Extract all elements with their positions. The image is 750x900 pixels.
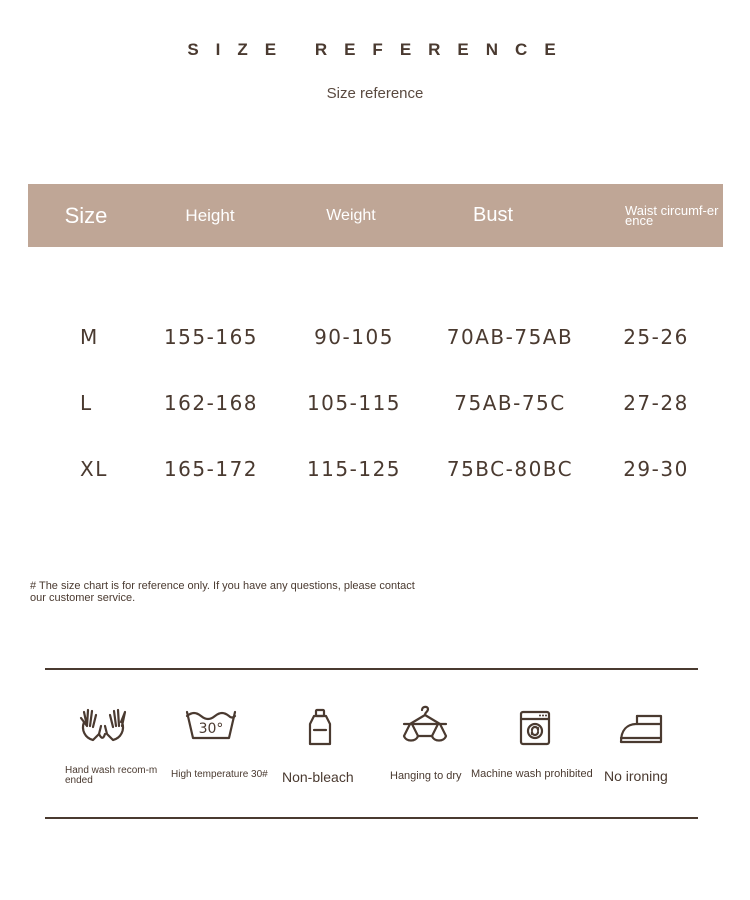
care-divider-top: [45, 668, 698, 670]
column-header-bust: Bust: [472, 204, 514, 226]
size-cell: M: [80, 325, 99, 349]
weight-cell: 115-125: [306, 457, 402, 481]
weight-cell: 105-115: [306, 391, 402, 415]
care-item-hanging-dry: [390, 700, 480, 800]
column-header-height: Height: [185, 205, 235, 225]
iron-icon: [615, 700, 671, 756]
table-row: [28, 305, 723, 371]
care-label-no-ironing: No ironing: [604, 768, 668, 784]
wash-30-icon: [183, 700, 239, 756]
size-table-body: [28, 305, 723, 503]
size-table-header: [28, 184, 723, 247]
height-cell: 162-168: [163, 391, 259, 415]
column-header-weight: Weight: [326, 206, 376, 224]
care-label-wash-30: High temperature 30#: [171, 769, 268, 780]
table-row: [28, 371, 723, 437]
hand-wash-icon: [75, 700, 131, 756]
care-label-machine-wash: Machine wash prohibited: [471, 768, 593, 780]
height-cell: 165-172: [163, 457, 259, 481]
page-subtitle: Size reference: [326, 85, 424, 102]
wash-temp-text: 30°: [198, 721, 224, 737]
waist-cell: 25-26: [623, 325, 689, 349]
bust-cell: 75BC-80BC: [446, 457, 574, 481]
hanger-icon: [398, 700, 454, 756]
care-divider-bottom: [45, 817, 698, 819]
bust-cell: 70AB-75AB: [446, 325, 574, 349]
column-header-size: Size: [64, 202, 108, 228]
page-title: SIZE REFERENCE: [187, 40, 573, 59]
care-item-non-bleach: [280, 700, 370, 800]
table-row: [28, 437, 723, 503]
height-cell: 155-165: [163, 325, 259, 349]
column-header-waist: Waist circumf-erence: [625, 202, 719, 228]
care-item-no-ironing: [603, 700, 698, 800]
care-label-non-bleach: Non-bleach: [282, 769, 354, 785]
size-cell: XL: [80, 457, 108, 481]
care-instructions: [45, 700, 698, 810]
size-cell: L: [80, 391, 93, 415]
washing-machine-icon: [507, 700, 563, 756]
bleach-bottle-icon: [292, 700, 348, 756]
size-chart-note: # The size chart is for reference only. If you have any questions, please contact our customer service.: [30, 580, 415, 604]
bust-cell: 75AB-75C: [454, 391, 566, 415]
care-label-hanging-dry: Hanging to dry: [390, 770, 462, 782]
care-label-hand-wash: Hand wash recom-mended: [65, 765, 158, 786]
care-item-machine-wash: [471, 700, 601, 800]
weight-cell: 90-105: [314, 325, 394, 349]
waist-cell: 29-30: [623, 457, 689, 481]
care-item-wash-30: [171, 700, 281, 800]
care-item-hand-wash: [65, 700, 165, 800]
waist-cell: 27-28: [623, 391, 689, 415]
